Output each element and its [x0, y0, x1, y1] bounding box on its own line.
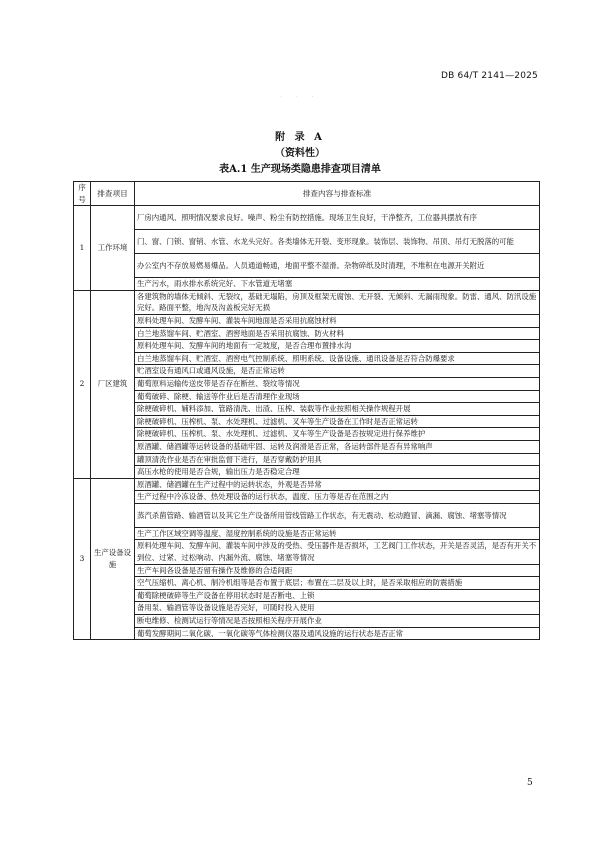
check-item: 蒸汽杀菌管路、输酒管以及其它生产设备所用管线管路工作状态，有无震动、松动跑冒、滴漏、腐蚀、堵塞等情况	[135, 503, 540, 527]
row-seq: 2	[74, 290, 91, 478]
table-row	[74, 428, 540, 441]
table-row	[74, 254, 540, 278]
table-row	[74, 365, 540, 378]
table-row	[74, 340, 540, 353]
row-seq: 3	[74, 478, 91, 640]
check-item: 生产过程中冷冻设备、热处理设备的运行状态，温度、压力等是否在范围之内	[135, 491, 540, 504]
table-row	[74, 352, 540, 365]
check-item: 生产工作区域空调等温度、湿度控制系统的设施是否正常运转	[135, 527, 540, 540]
table-row	[74, 415, 540, 428]
header-seq: 序号	[74, 182, 91, 206]
table-row	[74, 327, 540, 340]
check-item: 除梗破碎机、辅料添加、管路清洗、出渣、压榨、装载等作业按照相关操作规程开展	[135, 403, 540, 416]
appendix-subtitle: （资料性）	[275, 148, 325, 159]
check-item: 葡萄原料运输传送皮带是否存在断丝、裂纹等情况	[135, 377, 540, 390]
appendix-title: 附 录 A	[275, 132, 325, 143]
check-item: 葡萄除梗破碎等生产设备在停用状态时是否断电、上锁	[135, 589, 540, 602]
check-item: 白兰地蒸馏车间、贮酒室、酒窖电气控制系统、照明系统、设备设施、通讯设备是否符合防爆要求	[135, 352, 540, 365]
check-item: 各建筑物的墙体无倾斜、无裂纹，基础无塌陷，房顶及框架无腐蚀、无开裂、无倾斜、无漏雨现象。防雷、通风、防汛设施完好。路面平整，地沟及沟盖板完好无损	[135, 290, 540, 314]
page-number: 5	[527, 778, 533, 788]
check-item: 葡萄破碎、除梗、输送等作业后是否清理作业现场	[135, 390, 540, 403]
table-row	[74, 377, 540, 390]
table-row	[74, 278, 540, 291]
check-item: 原料处理车间、发酵车间、灌装车间中涉及的受热、受压器件是否损坏，工艺阀门工作状态，开关是否灵活，是否有开关不到位、过紧、过松响动、内漏外流、腐蚀、堵塞等情况	[135, 540, 540, 564]
check-item: 门、窗、门锁、窗销、水管、水龙头完好。各类墙体无开裂、变形现象。装饰层、装饰物、吊顶、吊灯无脱落的可能	[135, 230, 540, 254]
check-item: 除梗破碎机、压榨机、泵、水处理机、过滤机、叉车等生产设备是否按规定进行保养维护	[135, 428, 540, 441]
check-item: 生产车间各设备是否留有操作及维修的合适间距	[135, 564, 540, 577]
standard-code: DB 64/T 2141—2025	[440, 71, 538, 81]
row-seq: 1	[74, 206, 91, 291]
check-item: 生产污水，雨水排水系统完好、下水管道无堵塞	[135, 278, 540, 291]
table-row	[74, 440, 540, 453]
table-row	[74, 491, 540, 504]
table-row	[74, 206, 540, 230]
check-item: 空气压缩机、离心机、制冷机组等是否布置于底层；布置在二层及以上时，是否采取相应的防震措施	[135, 577, 540, 590]
table-row	[74, 540, 540, 564]
table-row	[74, 230, 540, 254]
table-row	[74, 390, 540, 403]
check-item: 厂房内通风、照明情况要求良好。噪声、粉尘有防控措施。现场卫生良好，干净整齐，工位器具摆放有序	[135, 206, 540, 230]
table-row	[74, 403, 540, 416]
table-row	[74, 577, 540, 590]
row-category: 厂区建筑	[91, 290, 135, 478]
table-row	[74, 627, 540, 640]
check-item: 原料处理车间、发酵车间、灌装车间地面是否采用抗腐蚀材料	[135, 314, 540, 327]
table-body	[74, 206, 540, 640]
table-row	[74, 615, 540, 628]
check-item: 原酒罐、储酒罐等运转设备的基础牢固、运转及润滑是否正常，各运转部件是否有异常响声	[135, 440, 540, 453]
check-item: 原料处理车间、发酵车间的地面有一定坡度，是否合理布置排水沟	[135, 340, 540, 353]
table-header-row	[74, 182, 540, 206]
decorative-dots: · · ·	[280, 94, 320, 101]
hazard-checklist-table	[73, 181, 540, 640]
table-row	[74, 602, 540, 615]
row-category: 工作环境	[91, 206, 135, 291]
check-item: 断电维修、检测试运行等情况是否按照相关程序开展作业	[135, 615, 540, 628]
table-row	[74, 589, 540, 602]
check-item: 贮酒室设有通风口或通风设施，是否正常运转	[135, 365, 540, 378]
check-item: 原酒罐、储酒罐在生产过程中的运转状态，外观是否异常	[135, 478, 540, 491]
table-title: 表A.1 生产现场类隐患排查项目清单	[219, 164, 381, 175]
table-row	[74, 478, 540, 491]
check-item: 白兰地蒸馏车间、贮酒室、酒窖地面是否采用抗腐蚀、防火材料	[135, 327, 540, 340]
table-row	[74, 453, 540, 466]
check-item: 罐顶清洗作业是否在审批监督下进行，是否穿戴防护用具	[135, 453, 540, 466]
header-content: 排查内容与排查标准	[135, 182, 540, 206]
table-row	[74, 503, 540, 527]
table-row	[74, 564, 540, 577]
check-item: 办公室内不存放易燃易爆品。人员通道畅通，地面平整不湿滑。杂物碎纸及时清理，不堆积在电源开关附近	[135, 254, 540, 278]
check-item: 葡萄发酵期间二氧化碳、一氧化碳等气体检测仪器及通风设施的运行状态是否正常	[135, 627, 540, 640]
table-row	[74, 466, 540, 479]
header-item: 排查项目	[91, 182, 135, 206]
check-item: 高压水枪的使用是否合规，输出压力是否稳定合理	[135, 466, 540, 479]
check-item: 备用泵、输酒管等设备设施是否完好，可随时投入使用	[135, 602, 540, 615]
table-row	[74, 314, 540, 327]
check-item: 除梗破碎机、压榨机、泵、水处理机、过滤机、叉车等生产设备在工作时是否正常运转	[135, 415, 540, 428]
table-row	[74, 290, 540, 314]
row-category: 生产设备设施	[91, 478, 135, 640]
table-row	[74, 527, 540, 540]
